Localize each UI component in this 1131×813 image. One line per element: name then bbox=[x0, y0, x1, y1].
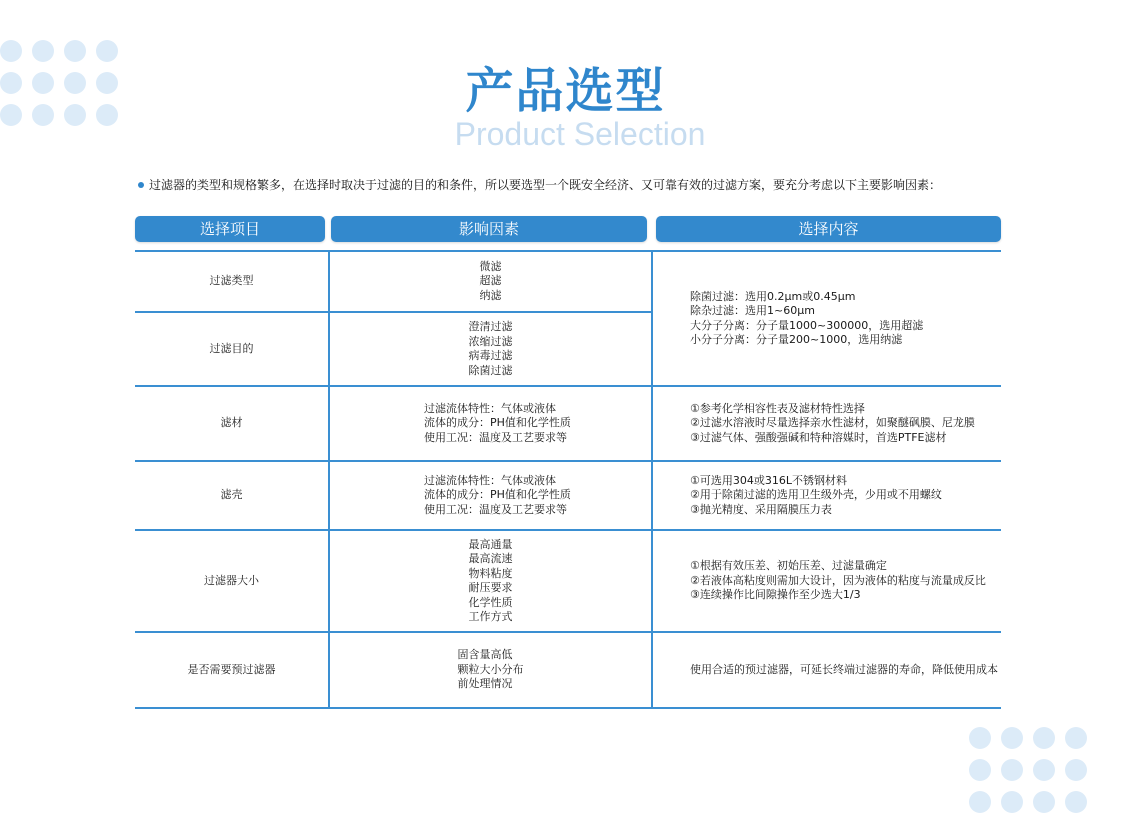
factor-line: 流体的成分：PH值和化学性质 bbox=[424, 488, 571, 502]
content-line: ②过滤水溶液时尽量选择亲水性滤材，如聚醚砜膜、尼龙膜 bbox=[690, 416, 975, 430]
table-cell-item: 过滤器大小 bbox=[204, 573, 259, 587]
decorative-dots-bottom-right bbox=[969, 727, 1087, 813]
table-cell-content bbox=[690, 462, 990, 529]
content-line: ②若液体高粘度则需加大设计，因为液体的粘度与流量成反比 bbox=[690, 573, 986, 587]
table-rule bbox=[651, 250, 653, 709]
factor-line: 超滤 bbox=[479, 274, 502, 288]
table-cell-content bbox=[690, 633, 998, 707]
factor-line: 物料粘度 bbox=[468, 566, 513, 580]
table-cell-factors bbox=[330, 313, 651, 385]
table-cell-factors bbox=[330, 387, 651, 460]
factor-line: 最高流速 bbox=[468, 552, 513, 565]
factor-line: 固含量高低 bbox=[457, 648, 513, 662]
content-line: ①参考化学相容性表及滤材特性选择 bbox=[690, 401, 865, 415]
table-cell-content bbox=[690, 531, 990, 631]
factor-line: 流体的成分：PH值和化学性质 bbox=[424, 416, 571, 430]
header-contents: 选择内容 bbox=[656, 216, 1001, 242]
factor-line: 微滤 bbox=[479, 259, 502, 273]
factor-line: 使用工况：温度及工艺要求等 bbox=[424, 430, 567, 444]
page-subtitle: Product Selection bbox=[454, 116, 706, 152]
table-cell-factors bbox=[330, 633, 651, 707]
factor-line: 除菌过滤 bbox=[468, 363, 513, 377]
table-cell-item: 滤材 bbox=[220, 416, 243, 430]
selection-table bbox=[135, 250, 1001, 709]
content-line: 大分子分离：分子量1000~300000，选用超滤 bbox=[690, 318, 924, 332]
content-line: ①根据有效压差、初始压差、过滤量确定 bbox=[690, 559, 887, 573]
page-title: 产品选型 bbox=[465, 63, 666, 119]
content-line: ①可选用304或316L不锈钢材料 bbox=[690, 473, 847, 487]
table-cell-item: 过滤目的 bbox=[209, 341, 254, 355]
content-line: 除菌过滤：选用0.2μm或0.45μm bbox=[690, 289, 856, 303]
content-line: 小分子分离：分子量200~1000，选用纳滤 bbox=[690, 333, 903, 346]
factor-line: 耐压要求 bbox=[468, 581, 513, 594]
factor-line: 病毒过滤 bbox=[468, 349, 513, 362]
content-line: ②用于除菌过滤的选用卫生级外壳，少用或不用螺纹 bbox=[690, 488, 942, 502]
factor-line: 过滤流体特性：气体或液体 bbox=[424, 473, 556, 487]
factor-line: 最高通量 bbox=[468, 537, 513, 551]
content-line: ③过滤气体、强酸强碱和特种溶媒时，首选PTFE滤材 bbox=[690, 430, 947, 444]
table-cell-factors bbox=[330, 462, 651, 529]
table-cell-item: 过滤类型 bbox=[209, 274, 254, 288]
content-line: ③抛光精度、采用隔膜压力表 bbox=[690, 502, 832, 516]
factor-line: 颗粒大小分布 bbox=[457, 662, 524, 676]
table-cell-content bbox=[690, 387, 990, 460]
table-rule bbox=[135, 707, 1001, 709]
factor-line: 澄清过滤 bbox=[468, 320, 513, 333]
content-line: 使用合适的预过滤器，可延长终端过滤器的寿命，降低使用成本 bbox=[690, 662, 998, 676]
factor-line: 化学性质 bbox=[468, 595, 513, 609]
table-cell-item: 滤壳 bbox=[220, 488, 243, 502]
bullet-icon bbox=[138, 182, 144, 188]
intro-text: 过滤器的类型和规格繁多，在选择时取决于过滤的目的和条件，所以要选型一个既安全经济、又可靠有效的过滤方案，要充分考虑以下主要影响因素： bbox=[149, 178, 942, 192]
factor-line: 使用工况：温度及工艺要求等 bbox=[424, 502, 567, 516]
header-selection-item: 选择项目 bbox=[135, 216, 325, 242]
factor-line: 纳滤 bbox=[479, 288, 502, 302]
table-cell-content bbox=[690, 252, 990, 385]
table-cell-item: 是否需要预过滤器 bbox=[187, 662, 276, 676]
intro-paragraph bbox=[138, 176, 941, 193]
factor-line: 工作方式 bbox=[468, 610, 513, 623]
table-cell-factors bbox=[330, 252, 651, 311]
content-line: ③连续操作比间隙操作至少选大1/3 bbox=[690, 588, 861, 602]
factor-line: 浓缩过滤 bbox=[468, 334, 513, 348]
factor-line: 前处理情况 bbox=[457, 677, 513, 691]
header-factors: 影响因素 bbox=[331, 216, 647, 242]
factor-line: 过滤流体特性：气体或液体 bbox=[424, 401, 556, 415]
content-line: 除杂过滤：选用1~60μm bbox=[690, 304, 815, 317]
table-cell-factors bbox=[330, 531, 651, 631]
